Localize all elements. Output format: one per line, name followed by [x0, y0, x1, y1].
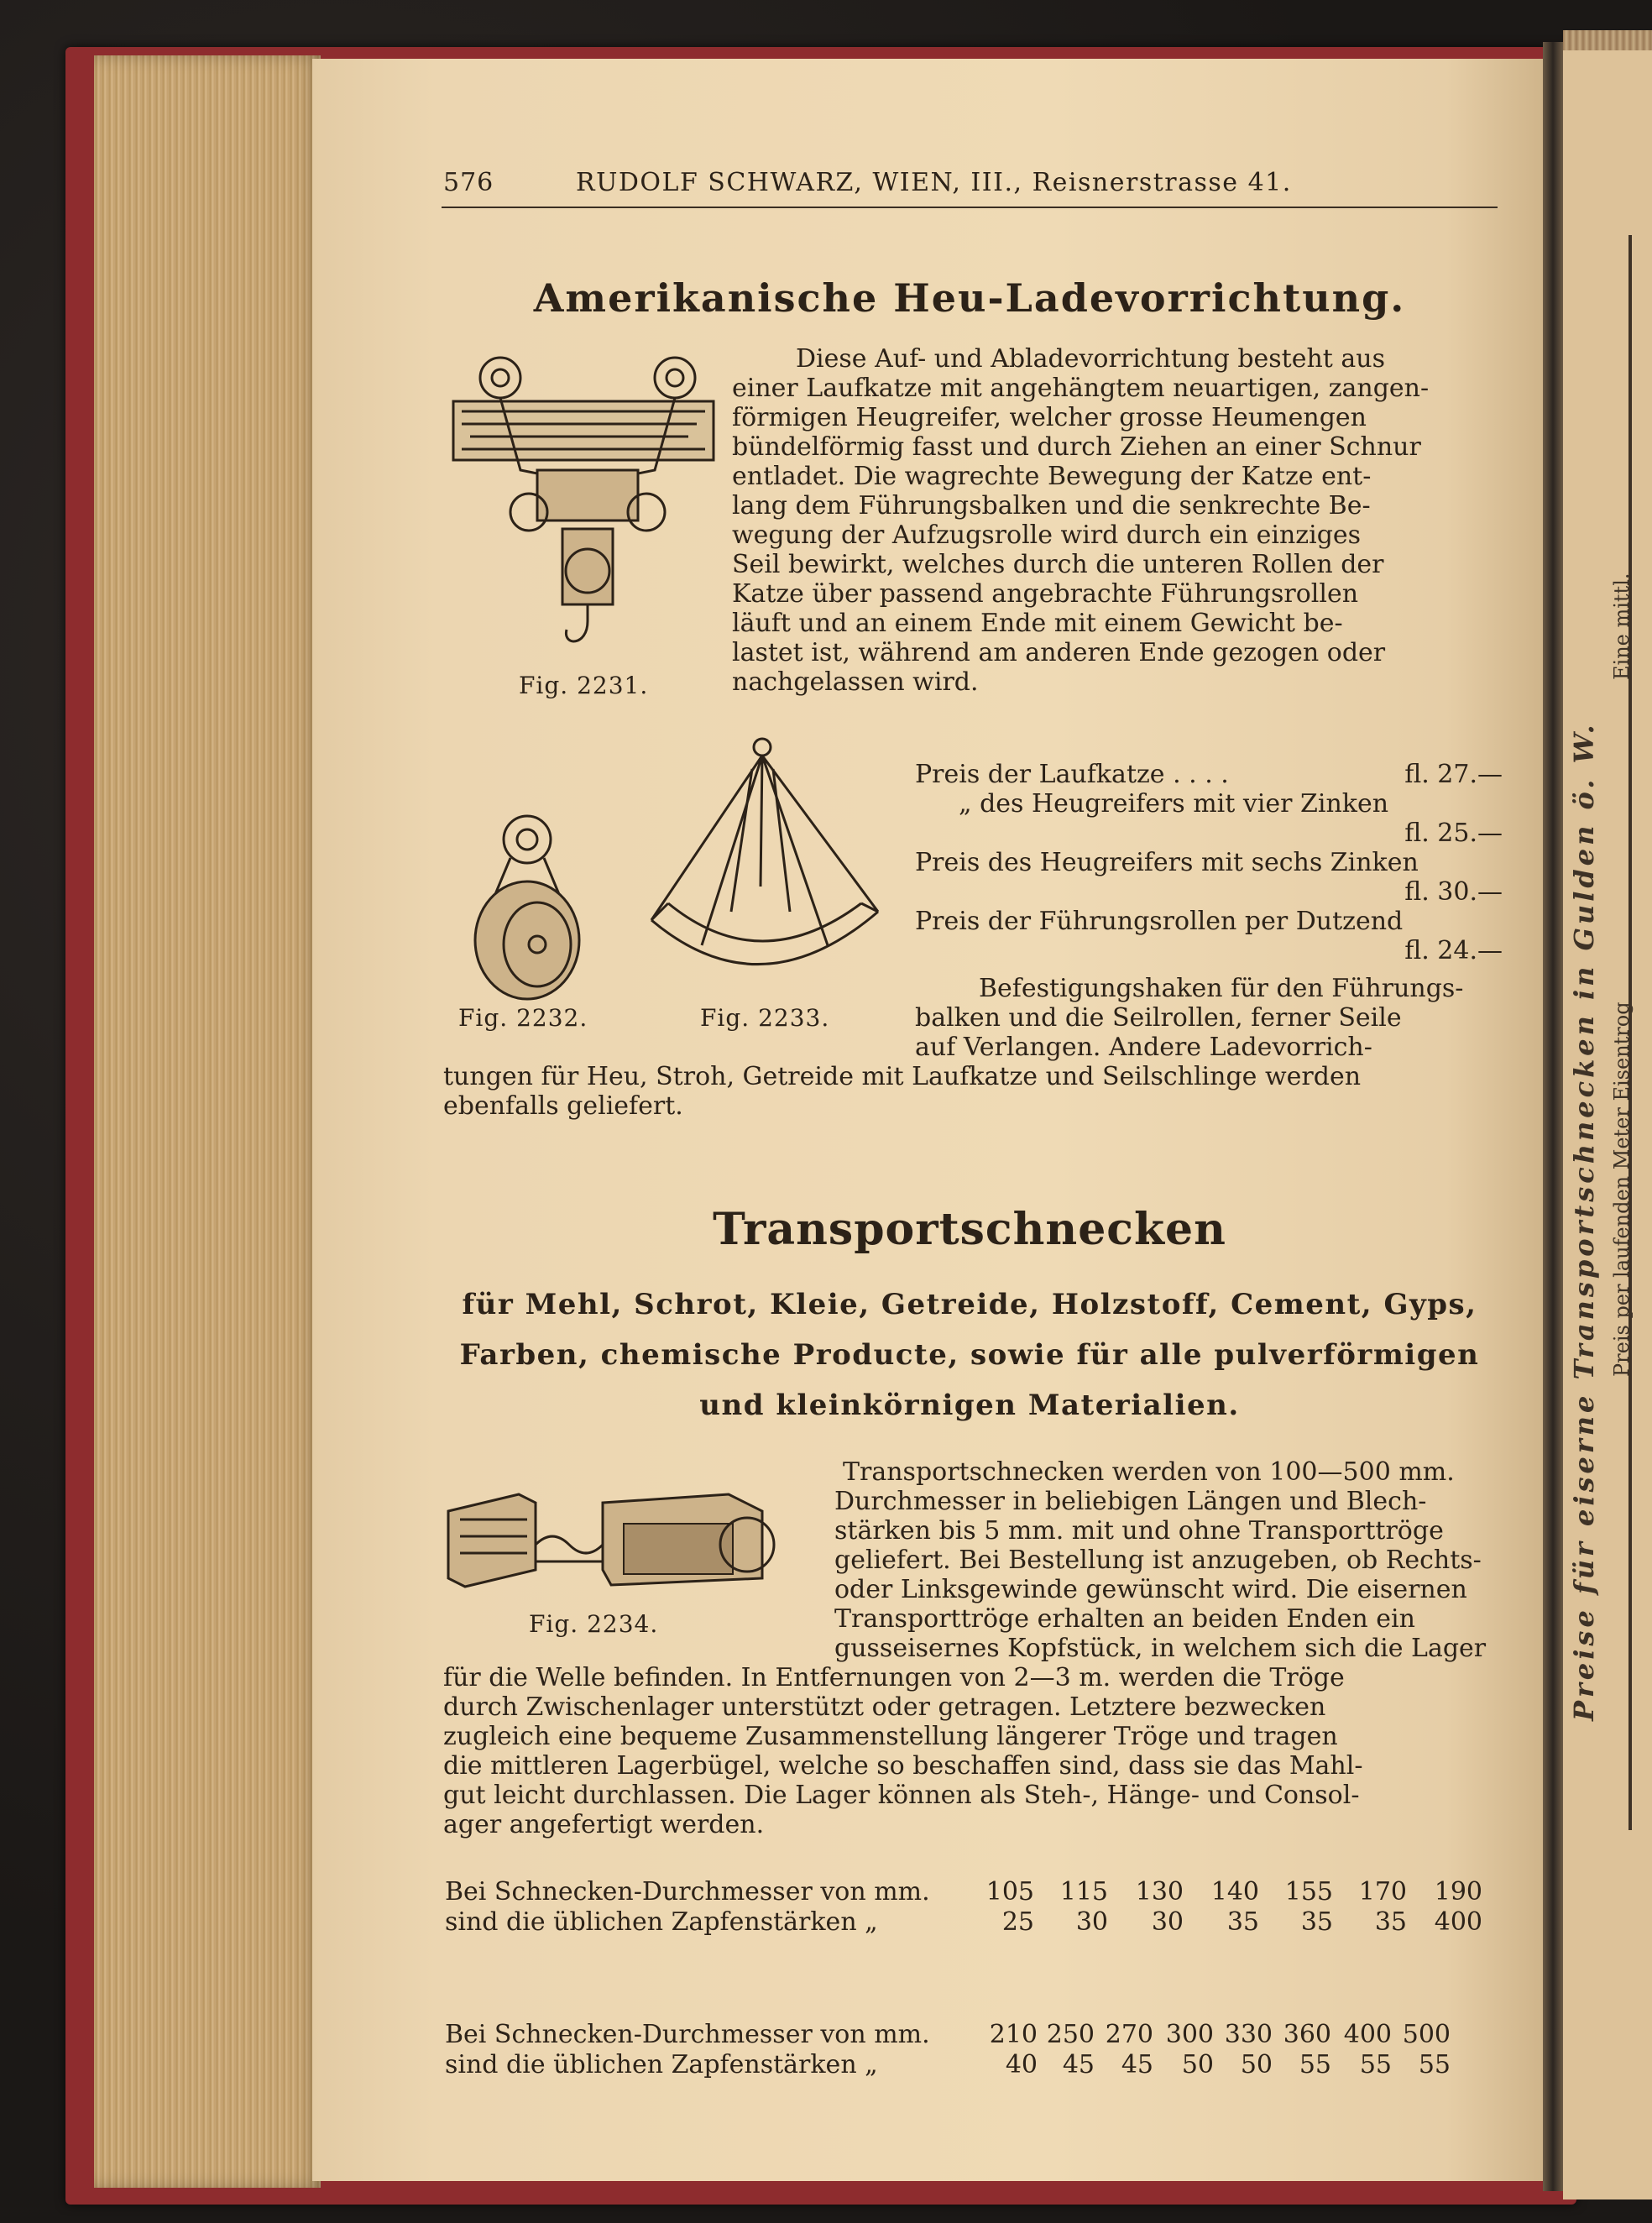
table-cell: 25: [1001, 1907, 1034, 1937]
table-cell: 300: [1165, 2020, 1214, 2049]
intro-line: förmigen Heugreifer, welcher grosse Heumengen: [732, 403, 1367, 432]
page-header: [442, 165, 1498, 208]
price-label: Preis der Führungsrollen per Dutzend: [915, 907, 1404, 936]
page-number: 576: [443, 168, 494, 197]
fig-2234-illustration: [443, 1486, 779, 1595]
conveyor-paragraph-right: [834, 1457, 1499, 1663]
table-cell: 105: [985, 1877, 1034, 1907]
body-line: oder Linksgewinde gewünscht wird. Die eisernen: [834, 1575, 1467, 1604]
table-cell: 250: [1046, 2020, 1095, 2049]
fig-2232-label: Fig. 2232.: [458, 1004, 588, 1032]
intro-line: entladet. Die wagrechte Bewegung der Katze ent-: [732, 462, 1372, 491]
page-block-edge: [94, 55, 321, 2188]
table-cell: 130: [1135, 1877, 1184, 1907]
intro-line: läuft und an einem Ende mit einem Gewicht be-: [732, 609, 1343, 638]
intro-line: lastet ist, während am anderen Ende gezogen oder: [732, 638, 1386, 667]
table-cell: 170: [1358, 1877, 1407, 1907]
closing-line: auf Verlangen. Andere Ladevorrich-: [915, 1033, 1372, 1062]
table-row-label: Bei Schnecken-Durchmesser von mm.: [445, 2020, 930, 2049]
facing-page-column-heading: Preis per laufenden Meter Eisentrog: [1610, 1002, 1634, 1377]
table-cell: 50: [1181, 2050, 1214, 2079]
price-list: [915, 760, 1503, 965]
subtitle-line: Farben, chemische Producte, sowie für alle pulverförmigen: [459, 1338, 1480, 1372]
journal-table-2: [445, 2020, 1519, 2087]
price-label: Preis des Heugreifers mit sechs Zinken: [915, 848, 1419, 877]
closing-line: tungen für Heu, Stroh, Getreide mit Laufkatze und Seilschlinge werden: [443, 1062, 1362, 1091]
table-cell: 55: [1359, 2050, 1392, 2079]
table-cell: 115: [1059, 1877, 1108, 1907]
body-line: durch Zwischenlager unterstützt oder getragen. Letztere bezwecken: [443, 1692, 1326, 1722]
intro-line: nachgelassen wird.: [732, 667, 979, 697]
table-cell: 500: [1402, 2020, 1451, 2049]
subtitle-line: für Mehl, Schrot, Kleie, Getreide, Holzstoff, Cement, Gyps,: [462, 1288, 1477, 1321]
body-line: Durchmesser in beliebigen Längen und Blech-: [834, 1487, 1427, 1516]
table-cell: 35: [1226, 1907, 1259, 1937]
table-cell: 400: [1434, 1907, 1482, 1937]
body-line: für die Welle befinden. In Entfernungen von 2—3 m. werden die Tröge: [443, 1663, 1345, 1692]
publisher-line: RUDOLF SCHWARZ, WIEN, III., Reisnerstrasse 41.: [576, 168, 1292, 197]
body-line: zugleich eine bequeme Zusammenstellung längerer Tröge und tragen: [443, 1722, 1338, 1751]
table-cell: 270: [1105, 2020, 1153, 2049]
closing-line: ebenfalls geliefert.: [443, 1091, 683, 1121]
section-title-screw-conveyors: Transportschnecken: [713, 1204, 1226, 1255]
table-cell: 55: [1418, 2050, 1451, 2079]
table-cell: 210: [989, 2020, 1038, 2049]
table-cell: 45: [1062, 2050, 1095, 2079]
intro-line: Diese Auf- und Abladevorrichtung besteht aus: [796, 344, 1385, 374]
intro-line: Seil bewirkt, welches durch die unteren Rollen der: [732, 550, 1384, 579]
intro-line: Katze über passend angebrachte Führungsrollen: [732, 579, 1359, 609]
body-line: ager angefertigt werden.: [443, 1810, 765, 1839]
table-cell: 35: [1300, 1907, 1333, 1937]
section-title-hay-loader: Amerikanische Heu-Ladevorrichtung.: [533, 275, 1406, 321]
table-cell: 140: [1210, 1877, 1259, 1907]
table-cell: 55: [1299, 2050, 1331, 2079]
facing-page-column-heading: Eine mittl.: [1610, 573, 1634, 680]
fig-2232-illustration: [460, 806, 594, 1007]
table-row-label: Bei Schnecken-Durchmesser von mm.: [445, 1877, 930, 1907]
fig-2233-label: Fig. 2233.: [700, 1004, 830, 1032]
table-cell: 45: [1121, 2050, 1153, 2079]
table-cell: 35: [1374, 1907, 1407, 1937]
closing-line: Befestigungshaken für den Führungs-: [979, 974, 1464, 1003]
conveyor-paragraph-full: [443, 1663, 1499, 1839]
body-line: Transporttröge erhalten an beiden Enden ein: [834, 1604, 1415, 1634]
fig-2231-illustration: [437, 344, 730, 672]
body-line: Transportschnecken werden von 100—500 mm.: [843, 1457, 1455, 1487]
intro-line: bündelförmig fasst und durch Ziehen an einer Schnur: [732, 432, 1421, 462]
section-subtitle: [442, 1279, 1498, 1431]
body-line: geliefert. Bei Bestellung ist anzugeben, ob Rechts-: [834, 1546, 1482, 1575]
intro-line: wegung der Aufzugsrolle wird durch ein einziges: [732, 520, 1362, 550]
table-cell: 50: [1240, 2050, 1273, 2079]
fig-2234-label: Fig. 2234.: [529, 1610, 659, 1638]
body-line: gusseisernes Kopfstück, in welchem sich die Lager: [834, 1634, 1487, 1663]
price-label: Preis der Laufkatze . . . .: [915, 760, 1229, 789]
price-value: fl. 27.—: [1404, 760, 1503, 789]
body-line: gut leicht durchlassen. Die Lager können als Steh-, Hänge- und Consol-: [443, 1781, 1360, 1810]
table-cell: 400: [1343, 2020, 1392, 2049]
fig-2231-label: Fig. 2231.: [519, 672, 649, 699]
table-row-label: sind die üblichen Zapfenstärken „: [445, 1907, 878, 1937]
price-value: fl. 25.—: [1404, 819, 1503, 848]
intro-line: lang dem Führungsbalken und die senkrechte Be-: [732, 491, 1371, 520]
closing-line: balken und die Seilrollen, ferner Seile: [915, 1003, 1402, 1033]
journal-table-1: [445, 1877, 1519, 1944]
table-cell: 30: [1151, 1907, 1184, 1937]
closing-paragraph-right: [915, 974, 1498, 1062]
table-cell: 360: [1283, 2020, 1331, 2049]
price-value: fl. 30.—: [1404, 877, 1503, 907]
fig-2233-illustration: [635, 735, 895, 1004]
subtitle-line: und kleinkörnigen Materialien.: [699, 1389, 1240, 1422]
book-gutter: [1543, 42, 1563, 2191]
table-cell: 30: [1075, 1907, 1108, 1937]
closing-paragraph-full: [443, 1062, 1498, 1121]
table-cell: 190: [1434, 1877, 1482, 1907]
table-cell: 155: [1284, 1877, 1333, 1907]
intro-paragraph: [732, 344, 1498, 697]
body-line: stärken bis 5 mm. mit und ohne Transporttröge: [834, 1516, 1444, 1546]
intro-line: einer Laufkatze mit angehängtem neuartigen, zangen-: [732, 374, 1430, 403]
body-line: die mittleren Lagerbügel, welche so beschaffen sind, dass sie das Mahl-: [443, 1751, 1363, 1781]
price-label: „ des Heugreifers mit vier Zinken: [959, 789, 1389, 819]
price-value: fl. 24.—: [1404, 936, 1503, 965]
table-cell: 330: [1224, 2020, 1273, 2049]
table-cell: 40: [1005, 2050, 1038, 2079]
facing-page-vertical-title: Preise für eiserne Transportschnecken in Gulden ö. W.: [1568, 721, 1600, 1721]
table-row-label: sind die üblichen Zapfenstärken „: [445, 2050, 878, 2079]
